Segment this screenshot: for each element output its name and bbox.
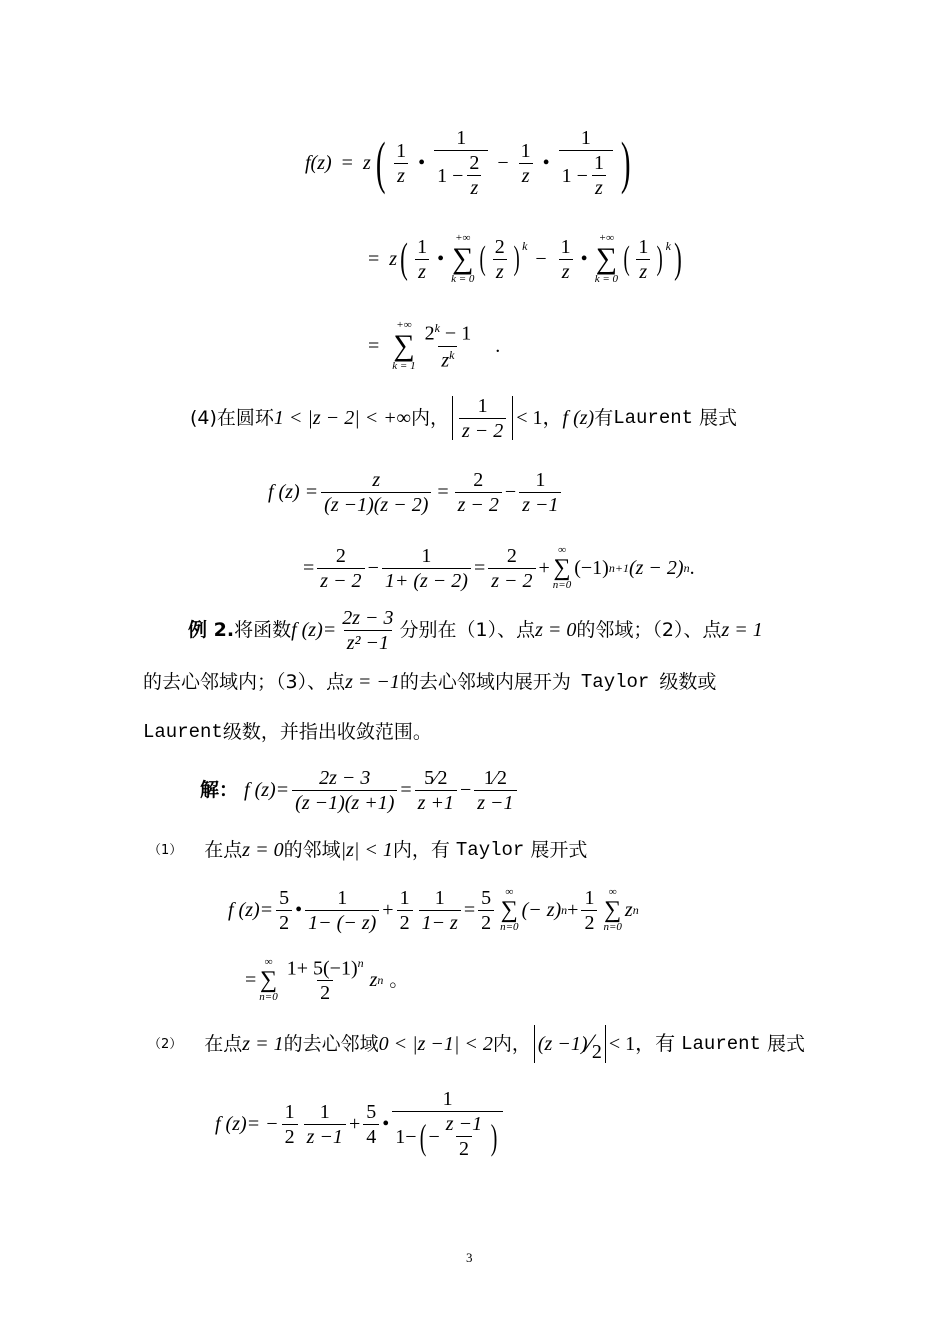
part2-laurent: Laurent bbox=[681, 1032, 761, 1055]
sum-lower-limit: n=0 bbox=[259, 991, 278, 1003]
frac-num: 1 bbox=[584, 886, 595, 909]
exponent: k bbox=[665, 239, 671, 253]
frac-num: 2z − 3 bbox=[319, 766, 371, 789]
example-line2-b: 的去心邻域内展开为 bbox=[399, 670, 571, 693]
frac-num: z −1 bbox=[445, 1113, 483, 1135]
frac-den: z bbox=[559, 259, 573, 282]
frac-den: (z −1)(z − 2) bbox=[321, 492, 431, 515]
frac-geom-z-1 bbox=[392, 1089, 503, 1159]
right-paren: ) bbox=[674, 236, 682, 282]
part2-text-a: 在点 bbox=[204, 1032, 243, 1055]
frac-num: 1 bbox=[319, 1100, 330, 1123]
frac-num: 1 bbox=[456, 127, 467, 149]
frac-den: z − 2 bbox=[455, 492, 502, 515]
paren: ) bbox=[513, 240, 520, 277]
left-paren: ( bbox=[375, 130, 386, 195]
frac-den: z − 2 bbox=[317, 568, 364, 591]
frac-den: 2 bbox=[456, 1136, 472, 1159]
period: 。 bbox=[389, 968, 409, 991]
frac-num: 1 bbox=[560, 235, 571, 258]
sum-lower-limit: k = 0 bbox=[451, 273, 475, 285]
frac-num: 2z − 3 bbox=[342, 606, 394, 629]
summation-sign: +∞ ∑ k = 1 bbox=[392, 319, 416, 372]
para4-has: 有 bbox=[594, 406, 614, 429]
frac-den bbox=[434, 150, 488, 198]
bullet-operator: • bbox=[542, 152, 550, 174]
period: . bbox=[495, 335, 501, 357]
abs-bar bbox=[452, 396, 453, 440]
minus-operator: − bbox=[535, 248, 547, 270]
sum-upper-limit: +∞ bbox=[455, 232, 471, 244]
part2-z1: z = 1 bbox=[242, 1033, 284, 1055]
part-1-line bbox=[148, 838, 587, 862]
example-2-line-2 bbox=[143, 670, 716, 694]
den-base: z bbox=[441, 349, 450, 372]
frac-num: 1⁄2 bbox=[483, 766, 508, 789]
example-line2-a: 的去心邻域内；（3）、点 bbox=[143, 670, 346, 693]
part-2-line: （2） 在点 z = 1 的去心邻域 0 < |z −1| < 2 内， (z −1) ⁄ 2 < 1，有 Laurent 展式 bbox=[148, 1024, 805, 1064]
example-text-c: 的邻域；（2）、点 bbox=[576, 618, 722, 641]
solution-label: 解： bbox=[200, 778, 239, 801]
solution-lhs: f (z)= bbox=[244, 779, 290, 801]
part1-inequality: |z| < 1 bbox=[340, 839, 393, 861]
frac-den: 2 bbox=[581, 910, 597, 933]
frac-den: 2 bbox=[397, 910, 413, 933]
frac-1-over-z-1 bbox=[519, 470, 561, 515]
frac-2-over-z bbox=[492, 237, 508, 282]
frac-1-over-1-minus-neg-z bbox=[305, 888, 379, 933]
frac-5-over-2 bbox=[276, 888, 292, 933]
frac-den: z bbox=[519, 163, 533, 186]
sum-upper-limit: +∞ bbox=[598, 232, 614, 244]
example-line2-c: 级数或 bbox=[659, 670, 717, 693]
frac-5-over-2-b bbox=[478, 888, 494, 933]
frac-5half-over-z+1 bbox=[415, 768, 457, 813]
example-text-b: 分别在（1）、点 bbox=[399, 618, 536, 641]
eq4-lhs: f (z) = bbox=[268, 481, 319, 503]
frac-1-over-z-2 bbox=[459, 396, 506, 441]
frac-den: 2 bbox=[282, 1124, 298, 1147]
frac-num: 1 bbox=[421, 544, 432, 567]
frac-den: z − 2 bbox=[488, 568, 535, 591]
frac-den: z bbox=[592, 175, 606, 198]
example-z1: z = 1 bbox=[721, 619, 763, 641]
bullet-operator: • bbox=[295, 899, 303, 921]
eq3-equals: = bbox=[368, 335, 380, 357]
exponent: k bbox=[449, 347, 455, 362]
frac-den bbox=[559, 150, 613, 198]
sum-lower-limit: n=0 bbox=[603, 921, 622, 933]
equation-2 bbox=[368, 228, 685, 290]
frac-2k-over-zk bbox=[422, 322, 475, 370]
para4-prefix: (4)在圆环 bbox=[190, 406, 274, 429]
part1-number: （1） bbox=[148, 842, 183, 858]
minus-operator: − bbox=[459, 779, 472, 801]
series-base: (−1) bbox=[574, 557, 609, 579]
frac-z-over-product bbox=[321, 470, 431, 515]
equation-7 bbox=[245, 952, 408, 1008]
frac-1-over-z-1 bbox=[304, 1102, 346, 1147]
frac-num: 1 bbox=[477, 394, 488, 417]
frac-num: 1 bbox=[417, 235, 428, 258]
abs-denominator: 2 bbox=[591, 1041, 602, 1063]
exponent: k bbox=[522, 239, 528, 253]
bullet-operator: • bbox=[382, 1113, 390, 1135]
frac-2-over-z-2 bbox=[317, 546, 364, 591]
frac-2-over-z-2-b bbox=[488, 546, 535, 591]
part1-taylor: Taylor bbox=[455, 838, 525, 861]
inner-frac bbox=[443, 1114, 485, 1159]
left-paren: ( bbox=[400, 236, 408, 282]
eq8-lhs: f (z)= − bbox=[215, 1113, 279, 1135]
equation-8 bbox=[215, 1084, 506, 1164]
sum-upper-limit: ∞ bbox=[558, 544, 566, 556]
paragraph-4 bbox=[190, 395, 737, 441]
frac-2-over-z-2 bbox=[455, 470, 502, 515]
part2-text-c: 内， bbox=[492, 1032, 531, 1055]
bullet-operator: • bbox=[418, 152, 426, 174]
frac-num: 1 bbox=[535, 468, 546, 491]
summation-sign: ∞ ∑ n=0 bbox=[500, 886, 519, 933]
sum-upper-limit: +∞ bbox=[396, 319, 412, 331]
num-tail: − 1 bbox=[444, 322, 472, 345]
exponent: n+1 bbox=[608, 561, 629, 575]
eq1-z: z bbox=[362, 152, 371, 174]
abs-bar bbox=[605, 1025, 606, 1063]
frac-num: 5 bbox=[481, 886, 492, 909]
frac-den: (z −1)(z +1) bbox=[292, 790, 397, 813]
equals: = bbox=[245, 969, 257, 991]
equals: = bbox=[463, 899, 476, 921]
frac-den: z −1 bbox=[519, 492, 561, 515]
minus-operator: − bbox=[428, 1125, 440, 1148]
equals: = bbox=[437, 481, 449, 503]
eq6-lhs: f (z)= bbox=[228, 899, 274, 921]
frac-den: z² −1 bbox=[344, 630, 392, 653]
exponent: n bbox=[632, 903, 639, 917]
abs-bar bbox=[534, 1025, 535, 1063]
part2-inequality: 0 < |z −1| < 2 bbox=[378, 1033, 493, 1055]
exponent: n bbox=[561, 903, 568, 917]
part2-text-d: < 1，有 bbox=[608, 1033, 676, 1055]
example-2-line-3 bbox=[143, 720, 432, 744]
example-label: 例 2. bbox=[188, 618, 235, 641]
part2-text-e: 展式 bbox=[766, 1032, 805, 1055]
equals: = bbox=[473, 557, 486, 579]
frac-num: 2 bbox=[335, 544, 346, 567]
frac-num: 1 bbox=[337, 886, 348, 909]
frac-den: z bbox=[394, 163, 408, 186]
paren: ) bbox=[490, 1116, 498, 1157]
series-tail: (z − 2) bbox=[628, 557, 684, 579]
frac-den bbox=[438, 346, 457, 371]
frac-1-over-2-b bbox=[581, 888, 597, 933]
eq1-lhs: f(z) bbox=[305, 152, 332, 174]
paren: ) bbox=[656, 240, 664, 277]
eq1-equals: = bbox=[341, 152, 353, 174]
frac-num: 1 bbox=[580, 127, 591, 149]
frac-den: z bbox=[467, 175, 481, 198]
frac-den: z bbox=[415, 259, 429, 282]
frac-den: 4 bbox=[363, 1124, 379, 1147]
equation-1 bbox=[305, 118, 635, 208]
equals: = bbox=[400, 779, 412, 801]
example-zm1: z = −1 bbox=[345, 671, 400, 693]
solution-line bbox=[200, 762, 520, 818]
frac-den: 2 bbox=[317, 980, 333, 1003]
part1-z0: z = 0 bbox=[242, 839, 284, 861]
example-z0: z = 0 bbox=[535, 619, 577, 641]
frac-num: 5 bbox=[279, 886, 290, 909]
num-base: 2 bbox=[424, 322, 435, 345]
part1-text-c: 内，有 bbox=[392, 838, 450, 861]
example-laurent: Laurent bbox=[143, 720, 223, 743]
frac-num: 1 bbox=[284, 1100, 295, 1123]
frac-den: 1− (− z) bbox=[305, 910, 379, 933]
series-base: z bbox=[624, 899, 633, 921]
part2-text-b: 的去心邻域 bbox=[283, 1032, 379, 1055]
example-fz: f (z)= bbox=[291, 619, 337, 641]
sum-upper-limit: ∞ bbox=[264, 956, 273, 968]
frac-den: z −1 bbox=[474, 790, 516, 813]
summation-sign: ∞ ∑ n=0 bbox=[259, 956, 278, 1003]
frac-den: z −1 bbox=[304, 1124, 346, 1147]
example-text-a: 将函数 bbox=[234, 618, 292, 641]
frac-1-over-z-b bbox=[518, 141, 534, 186]
frac-num: 1 bbox=[520, 139, 531, 162]
exponent: n bbox=[357, 955, 364, 970]
frac-num: 1 bbox=[638, 235, 649, 258]
frac-half-over-z-1 bbox=[474, 768, 516, 813]
frac-den: 1− z bbox=[419, 910, 461, 933]
frac-num: 2 bbox=[494, 235, 505, 258]
frac-series-coef bbox=[284, 957, 367, 1004]
sum-lower-limit: n=0 bbox=[552, 579, 572, 591]
para4-after: < 1， bbox=[516, 407, 563, 429]
bullet-operator: • bbox=[437, 248, 445, 270]
frac-num: 1 bbox=[442, 1088, 453, 1110]
frac-den: 1+ (z − 2) bbox=[382, 568, 471, 591]
summation-sign: +∞ ∑ k = 0 bbox=[451, 232, 475, 285]
frac-num: 5 bbox=[366, 1100, 377, 1123]
minus-operator: − bbox=[497, 152, 509, 174]
frac-5-over-4 bbox=[363, 1102, 379, 1147]
series-base: (− z) bbox=[521, 899, 562, 921]
paren: ( bbox=[419, 1116, 426, 1157]
series-z: z bbox=[369, 969, 378, 991]
frac-num bbox=[284, 957, 367, 981]
exponent: n bbox=[377, 973, 384, 987]
frac-num: 2 bbox=[506, 544, 517, 567]
den-prefix: 1− bbox=[395, 1125, 417, 1148]
den-prefix: 1 − bbox=[561, 164, 588, 187]
den-prefix: 1 − bbox=[437, 164, 464, 187]
frac-num: 1 bbox=[399, 886, 410, 909]
frac-num: 1 bbox=[593, 152, 604, 174]
paren: ( bbox=[623, 240, 630, 277]
summation-sign: +∞ ∑ k = 0 bbox=[594, 232, 618, 285]
equation-3 bbox=[368, 315, 500, 377]
frac-den: z − 2 bbox=[459, 418, 506, 441]
frac-1-over-z-c bbox=[635, 237, 651, 282]
frac-num: 5⁄2 bbox=[424, 766, 448, 789]
frac-1-over-1-plus bbox=[382, 546, 471, 591]
frac-den: z +1 bbox=[415, 790, 457, 813]
frac-1-over-z bbox=[393, 141, 409, 186]
part1-text-d: 展开式 bbox=[530, 838, 588, 861]
frac-geom-1 bbox=[434, 128, 488, 198]
para4-inequality: 1 < |z − 2| < +∞ bbox=[273, 407, 411, 429]
minus-operator: − bbox=[504, 481, 517, 503]
period: . bbox=[689, 557, 695, 579]
frac-den bbox=[392, 1111, 503, 1159]
frac-den: 2 bbox=[276, 910, 292, 933]
part1-text-b: 的邻域 bbox=[283, 838, 341, 861]
minus-operator: − bbox=[367, 557, 379, 579]
equals: = bbox=[303, 557, 315, 579]
frac-2z-3-over-product bbox=[292, 768, 397, 813]
frac-num: 2 bbox=[473, 468, 484, 491]
frac-num: 2 bbox=[469, 152, 480, 174]
sum-lower-limit: n=0 bbox=[500, 921, 519, 933]
para4-fz: f (z) bbox=[562, 407, 595, 429]
frac-num: 1 bbox=[396, 139, 407, 162]
inner-frac bbox=[466, 153, 482, 198]
frac-den: 2 bbox=[478, 910, 494, 933]
eq2-z: z bbox=[389, 248, 398, 270]
para4-mid: 内， bbox=[410, 406, 449, 429]
frac-num: z bbox=[372, 468, 381, 491]
exponent: k bbox=[434, 320, 440, 335]
frac-geom-2 bbox=[559, 128, 613, 198]
example-taylor: Taylor bbox=[580, 670, 650, 693]
frac-den: z bbox=[493, 259, 507, 282]
frac-1-over-2 bbox=[397, 888, 413, 933]
frac-1-over-1-minus-z bbox=[419, 888, 461, 933]
frac-1-over-2 bbox=[282, 1102, 298, 1147]
sum-lower-limit: k = 0 bbox=[594, 273, 618, 285]
part1-text-a: 在点 bbox=[204, 838, 243, 861]
equation-5: = $\frac{2}{z - 2}$ − $\frac{1}{1+ (z - 2)}$ = $\frac{2}{z - 2}$ + ∞ ∑ n=0 (−1) n+1 (z − 2) n . bbox=[303, 544, 695, 592]
abs-bar bbox=[512, 396, 513, 440]
frac-1-over-z bbox=[414, 237, 430, 282]
eq2-equals: = bbox=[368, 248, 380, 270]
frac-2z-3-over-z2-1 bbox=[339, 608, 396, 653]
example-2-line-1 bbox=[188, 606, 763, 654]
frac-num: 1 bbox=[434, 886, 445, 909]
exponent: n bbox=[683, 561, 690, 575]
abs-numerator: (z −1) bbox=[537, 1033, 588, 1055]
equation-4 bbox=[268, 466, 564, 518]
part2-number: （2） bbox=[148, 1036, 183, 1052]
num-base: 1+ 5(−1) bbox=[286, 957, 358, 980]
summation-sign: ∞ ∑ n=0 bbox=[603, 886, 622, 933]
right-paren: ) bbox=[620, 130, 631, 195]
inner-frac bbox=[591, 153, 607, 198]
sum-upper-limit: ∞ bbox=[608, 886, 617, 898]
page-number: 3 bbox=[466, 1250, 473, 1265]
summation-sign: ∞ ∑ n=0 bbox=[552, 544, 572, 591]
plus-operator: + bbox=[348, 1113, 361, 1135]
sum-lower-limit: k = 1 bbox=[392, 360, 416, 372]
equation-6: f (z)= $\frac{5}{2}$ • $\frac{1}{1- (- z)}$ + $\frac{1}{2}$ $\frac{1}{1- z}$ = $\frac{5}{2}$ ∞ ∑ n=0 (− z) n + $\frac{1}{2}$ ∞ ∑ n=0 z n bbox=[228, 886, 639, 934]
frac-num bbox=[422, 322, 475, 346]
bullet-operator: • bbox=[580, 248, 588, 270]
frac-den: z bbox=[636, 259, 650, 282]
para4-laurent: Laurent bbox=[613, 406, 694, 429]
sum-upper-limit: ∞ bbox=[505, 886, 514, 898]
example-line3: 级数，并指出收敛范围。 bbox=[222, 720, 432, 743]
frac-1-over-z-b bbox=[558, 237, 574, 282]
para4-tail: 展式 bbox=[699, 406, 738, 429]
paren: ( bbox=[479, 240, 487, 277]
